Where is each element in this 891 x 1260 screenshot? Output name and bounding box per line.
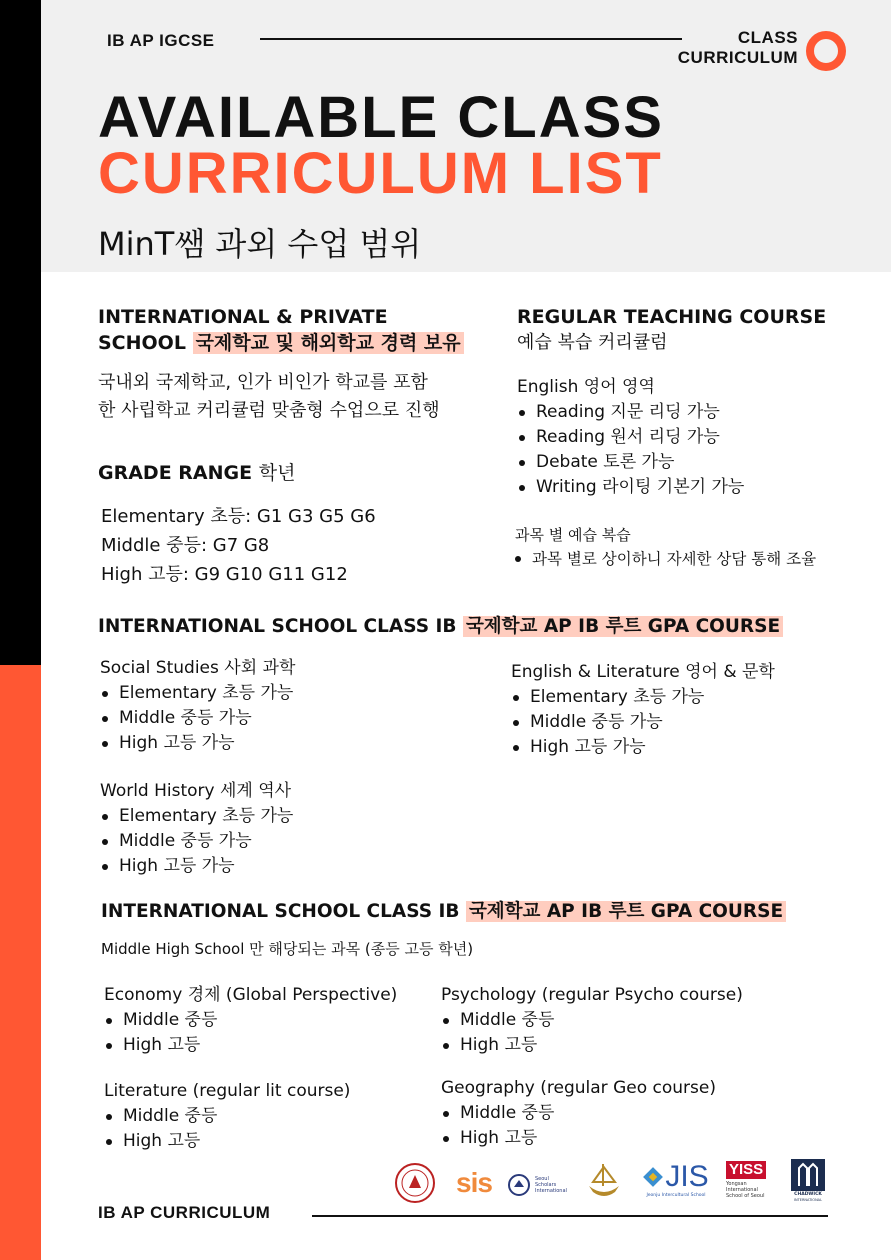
ib-economy [104,983,434,1058]
page-title-line2: CURRICULUM LIST [98,141,663,206]
list-item: High 고등 [104,1033,434,1058]
jis-mark [643,1161,708,1193]
intl-private-heading-line2 [98,330,498,356]
grade-range-row: Middle 중등: G7 G8 [101,535,270,556]
page-subtitle: MinT쌤 과외 수업 범위 [98,225,422,263]
list-item: High 고등 가능 [100,731,430,756]
list-item: High 고등 가능 [100,854,430,879]
intl-private-description [98,369,498,425]
ib-world-history-label: World History 세계 역사 [100,781,292,801]
ib-economy-label: Economy 경제 (Global Perspective) [104,985,398,1005]
chadwick-text: CHADWICK [794,1192,822,1197]
chadwick-crest-icon [790,1158,826,1192]
list-item: 과목 별로 상이하니 자세한 상담 통해 조율 [513,547,873,571]
seoul-scholars-text-3: International [535,1188,567,1194]
list-item: Elementary 초등 가능 [100,804,430,829]
circle-icon [806,31,846,71]
ib-world-history [100,779,430,879]
ib-section1-heading-plain: INTERNATIONAL SCHOOL CLASS IB [98,616,457,637]
intl-private-heading [98,304,498,356]
side-bar-black [0,0,41,665]
regular-teaching-english [517,375,857,500]
intl-private-heading-line1: INTERNATIONAL & PRIVATE [98,306,388,328]
header-tag-right [640,28,798,68]
ib-english-literature [511,660,851,760]
jis-diamond-icon [643,1167,663,1187]
yiss-subtext-1: Yongsan [726,1181,747,1187]
ship-crest-logo [584,1158,624,1200]
list-item: Middle 중등 가능 [100,829,430,854]
list-item: High 고등 [104,1129,434,1154]
jis-text: JIS [665,1159,709,1193]
regular-teaching-heading [517,304,857,356]
jis-logo [640,1156,712,1202]
seoul-scholars-icon [507,1173,531,1197]
yiss-subtext-2: International [726,1187,758,1193]
ib-section2-heading-highlight: 국제학교 AP IB 루트 GPA COURSE [466,901,786,922]
ib-english-literature-label: English & Literature 영어 & 문학 [511,662,775,682]
sis-logo: sis [456,1167,492,1198]
grade-range-list [101,502,376,589]
seoul-scholars-text-1: Seoul [535,1176,549,1182]
list-item: High 고등 가능 [511,735,851,760]
ib-section2-heading-plain: INTERNATIONAL SCHOOL CLASS IB [101,901,460,922]
list-item: Middle 중등 가능 [511,710,851,735]
grade-range-heading [98,460,295,486]
seoul-scholars-logo [507,1170,573,1200]
header-rule [260,38,682,40]
school-seal-logo [394,1162,436,1204]
regular-teaching-heading-title: REGULAR TEACHING COURSE [517,306,827,328]
side-bar-orange [0,665,41,1260]
list-item: Middle 중등 [104,1008,434,1033]
grade-range-row: Elementary 초등: G1 G3 G5 G6 [101,506,376,527]
list-item: Elementary 초등 가능 [511,685,851,710]
jis-subtext: Jeonju Intercultural School [646,1192,706,1198]
intl-private-desc-line2: 한 사립학교 커리큘럼 맞춤형 수업으로 진행 [98,400,440,421]
page-title-line1: AVAILABLE CLASS [98,85,664,150]
header-tag-left: IB AP IGCSE [107,31,215,50]
ib-literature [104,1079,434,1154]
yiss-logo [726,1158,770,1202]
list-item: Elementary 초등 가능 [100,681,430,706]
list-item: Reading 지문 리딩 가능 [517,400,857,425]
header-tag-right-line1: CLASS [737,28,798,47]
grade-range-heading-kr: 학년 [258,462,296,484]
list-item: Debate 토론 가능 [517,450,857,475]
intl-private-desc-line1: 국내외 국제학교, 인가 비인가 학교를 포함 [98,372,428,393]
regular-teaching-subject-label: 과목 별 예습 복습 [515,526,631,544]
regular-teaching-english-label: English 영어 영역 [517,377,655,397]
regular-teaching-subheading: 예습 복습 커리큘럼 [517,332,668,353]
chadwick-subtext: INTERNATIONAL [793,1198,823,1202]
ib-section1-heading [98,614,783,640]
ib-geography [441,1076,841,1151]
ib-geography-label: Geography (regular Geo course) [441,1078,716,1098]
grade-range-row: High 고등: G9 G10 G11 G12 [101,564,348,585]
ib-social-studies-label: Social Studies 사회 과학 [100,658,296,678]
school-seal-icon [394,1162,436,1204]
yiss-text: YISS [726,1161,766,1179]
ib-literature-label: Literature (regular lit course) [104,1081,351,1101]
list-item: High 고등 [441,1033,841,1058]
list-item: High 고등 [441,1126,841,1151]
footer-tag: IB AP CURRICULUM [98,1203,271,1222]
list-item: Reading 원서 리딩 가능 [517,425,857,450]
yiss-subtext-3: School of Seoul [726,1193,765,1199]
ship-crest-icon [585,1158,623,1200]
list-item: Writing 라이팅 기본기 가능 [517,475,857,500]
regular-teaching-subject [513,523,873,571]
list-item: Middle 중등 가능 [100,706,430,731]
grade-range-heading-plain: GRADE RANGE [98,462,253,484]
ib-psychology-label: Psychology (regular Psycho course) [441,985,743,1005]
intl-private-heading-highlight: 국제학교 및 해외학교 경력 보유 [193,332,464,354]
intl-private-heading-plain: SCHOOL [98,332,186,354]
list-item: Middle 중등 [104,1104,434,1129]
list-item: Middle 중등 [441,1101,841,1126]
ib-social-studies [100,656,430,756]
header-tag-right-line2: CURRICULUM [677,48,798,67]
yiss-subtext [726,1181,764,1199]
footer-rule [312,1215,828,1217]
ib-section1-heading-highlight: 국제학교 AP IB 루트 GPA COURSE [463,616,783,637]
ib-section2-note: Middle High School 만 해당되는 과목 (종등 고등 학년) [101,940,474,958]
seoul-scholars-text [535,1176,567,1194]
ib-psychology [441,983,841,1058]
seoul-scholars-text-2: Scholars [535,1182,557,1188]
ib-section2-heading [101,899,786,925]
list-item: Middle 중등 [441,1008,841,1033]
chadwick-logo [786,1156,830,1204]
